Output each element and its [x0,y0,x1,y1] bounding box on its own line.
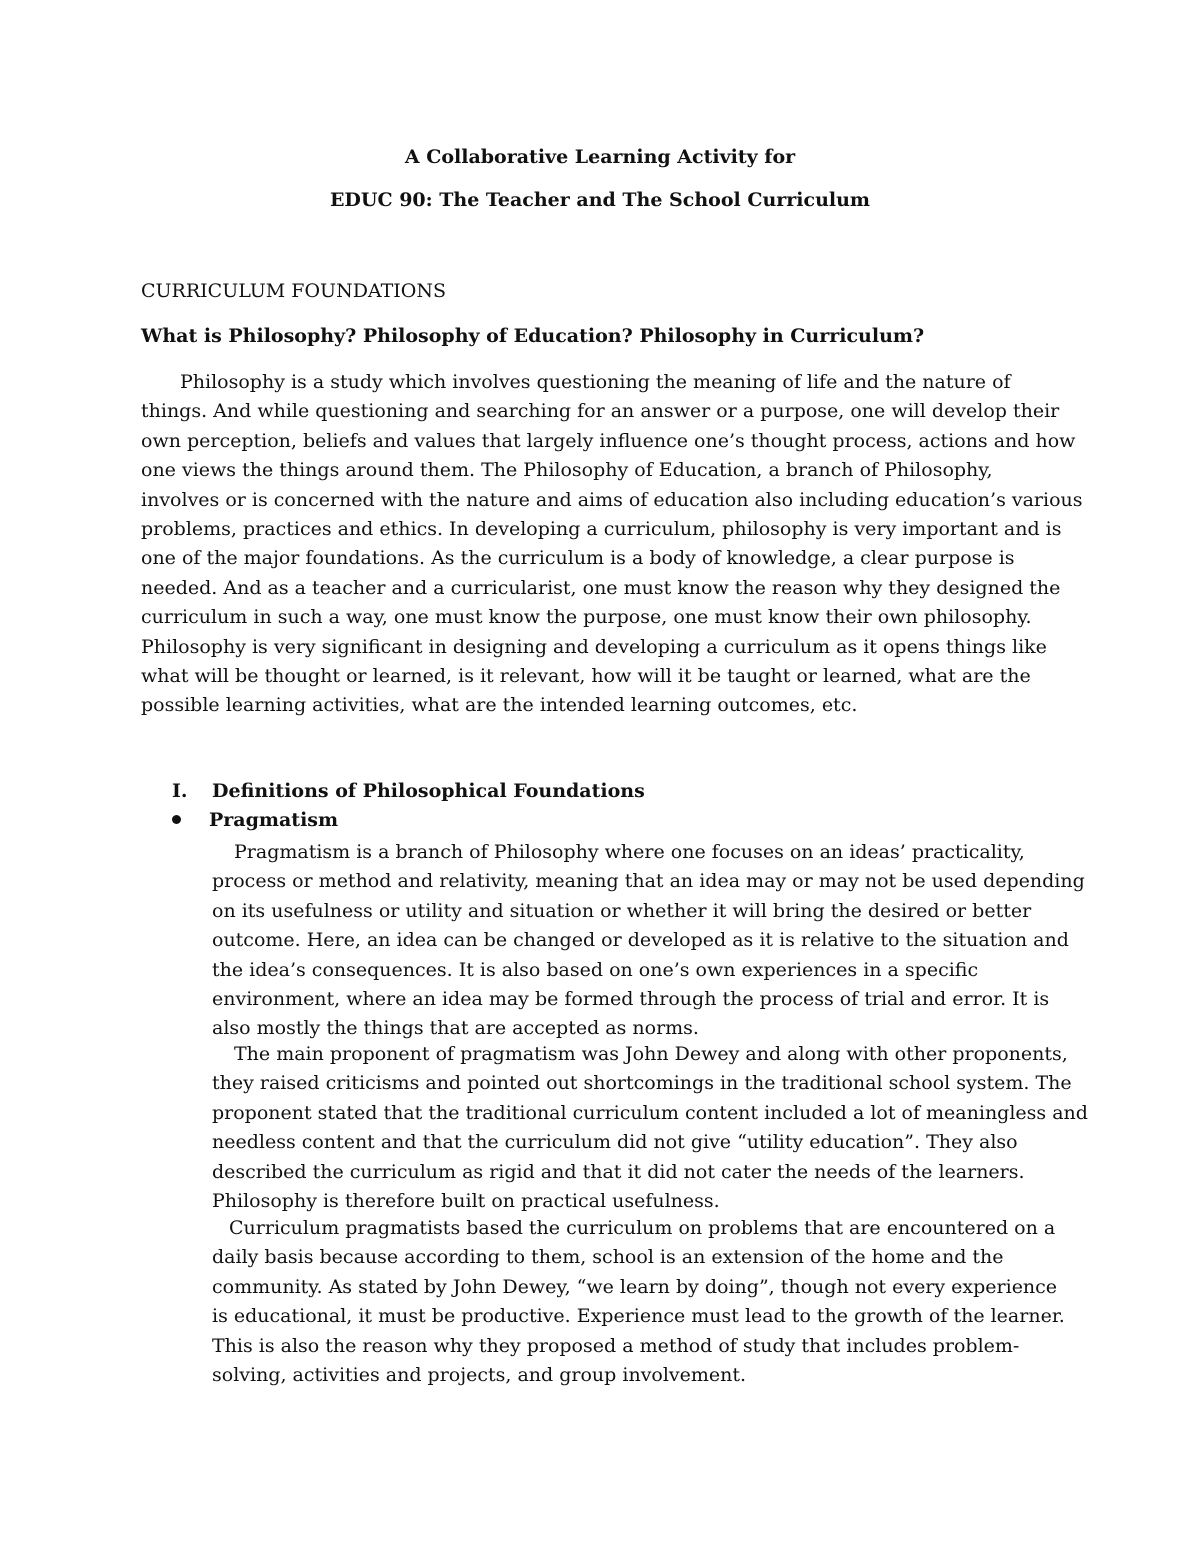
section-one-heading [172,779,645,803]
paragraph-line: environment, where an idea may be formed through the process of trial and error. It is [212,988,1050,1011]
intro-line: curriculum in such a way, one must know the purpose, one must know their own philosophy. [141,606,1032,629]
paragraph-line: they raised criticisms and pointed out shortcomings in the traditional school system. The [212,1072,1072,1095]
paragraph-line: community. As stated by John Dewey, “we learn by doing”, though not every experience [212,1275,1058,1298]
question-heading: What is Philosophy? Philosophy of Education? Philosophy in Curriculum? [141,325,925,347]
paragraph-line: the idea’s consequences. It is also based on one’s own experiences in a specific [212,958,979,981]
intro-line: needed. And as a teacher and a curricularist, one must know the reason why they designed the [141,576,1061,599]
paragraph-line: solving, activities and projects, and group involvement. [212,1364,747,1387]
pragmatism-paragraph-2 [212,1040,1088,1216]
bullet-title: Pragmatism [209,809,339,831]
intro-line: involves or is concerned with the nature and aims of education also including education’s various [141,488,1083,511]
paragraph-line: This is also the reason why they proposed a method of study that includes problem- [212,1334,1020,1357]
paragraph-line: needless content and that the curriculum did not give “utility education”. They also [212,1131,1018,1154]
paragraph-line: Philosophy is therefore built on practical usefulness. [212,1190,720,1213]
paragraph-line: daily basis because according to them, school is an extension of the home and the [212,1246,1004,1269]
intro-paragraph [141,368,1083,721]
bullet-heading-pragmatism [172,808,338,832]
intro-line: one of the major foundations. As the curriculum is a body of knowledge, a clear purpose is [141,547,1015,570]
paragraph-line: Curriculum pragmatists based the curriculum on problems that are encountered on a [229,1217,1056,1239]
section-title: CURRICULUM FOUNDATIONS [141,280,447,302]
paragraph-line: on its usefulness or utility and situation or whether it will bring the desired or better [212,899,1032,922]
section-one-number: I. [172,780,188,802]
paragraph-line: process or method and relativity, meaning that an idea may or may not be used depending [212,870,1085,893]
intro-line: things. And while questioning and searching for an answer or a purpose, one will develop their [141,400,1060,423]
intro-line: possible learning activities, what are the intended learning outcomes, etc. [141,694,858,717]
pragmatism-paragraph-3 [212,1214,1072,1390]
intro-line: what will be thought or learned, is it relevant, how will it be taught or learned, what are the [141,665,1031,688]
intro-line: problems, practices and ethics. In developing a curriculum, philosophy is very important and is [141,518,1062,541]
bullet-icon [172,815,181,824]
intro-line: Philosophy is a study which involves questioning the meaning of life and the nature of [180,371,1011,393]
paragraph-line: outcome. Here, an idea can be changed or developed as it is relative to the situation and [212,929,1069,952]
section-one-title: Definitions of Philosophical Foundations [212,780,645,802]
paragraph-line: Pragmatism is a branch of Philosophy where one focuses on an ideas’ practicality, [234,841,1025,863]
paragraph-line: described the curriculum as rigid and that it did not cater the needs of the learners. [212,1160,1025,1183]
paragraph-line: also mostly the things that are accepted as norms. [212,1017,699,1040]
document-title-line-1: A Collaborative Learning Activity for [404,146,796,168]
pragmatism-paragraph-1 [212,838,1085,1044]
paragraph-line: proponent stated that the traditional curriculum content included a lot of meaningless and [212,1101,1088,1124]
intro-line: one views the things around them. The Philosophy of Education, a branch of Philosophy, [141,459,993,482]
intro-line: own perception, beliefs and values that largely influence one’s thought process, actions and how [141,429,1076,452]
document-title-line-2: EDUC 90: The Teacher and The School Curriculum [329,189,871,211]
paragraph-line: is educational, it must be productive. Experience must lead to the growth of the learner. [212,1305,1065,1328]
intro-line: Philosophy is very significant in designing and developing a curriculum as it opens things like [141,635,1047,658]
paragraph-line: The main proponent of pragmatism was John Dewey and along with other proponents, [234,1043,1068,1065]
